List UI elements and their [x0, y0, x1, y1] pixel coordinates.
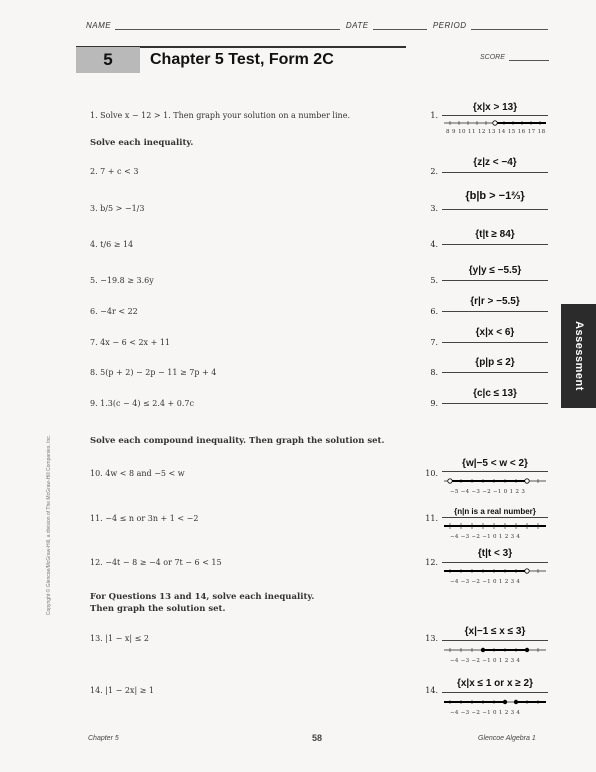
answer-number-6: 6. [430, 307, 438, 316]
number-line-10-ticks: −5 −4 −3 −2 −1 0 1 2 3 [450, 489, 526, 495]
answer-1: {x|x > 13} [472, 102, 518, 113]
answer-number-2: 2. [430, 167, 438, 176]
answer-line-10[interactable] [442, 471, 548, 472]
answer-8: {p|p ≤ 2} [475, 357, 515, 368]
chapter-number-box: 5 [76, 47, 140, 73]
number-line-14-ticks: −4 −3 −2 −1 0 1 2 3 4 [450, 710, 521, 716]
answer-10: {w|−5 < w < 2} [462, 458, 528, 469]
answer-number-1: 1. [430, 111, 438, 120]
number-line-11-ticks: −4 −3 −2 −1 0 1 2 3 4 [450, 534, 521, 540]
answer-number-7: 7. [430, 338, 438, 347]
answer-line-13[interactable] [442, 640, 548, 641]
answer-13: {x|−1 ≤ x ≤ 3} [464, 626, 526, 637]
score-label: SCORE [480, 54, 505, 61]
answer-number-11: 11. [425, 514, 438, 523]
answer-line-9[interactable] [442, 403, 548, 404]
answer-9: {c|c ≤ 13} [473, 388, 517, 399]
page-title: Chapter 5 Test, Form 2C [150, 51, 334, 68]
question-3: 3. b/5 > −1/3 [90, 204, 145, 213]
answer-line-2[interactable] [442, 172, 548, 173]
question-9: 9. 1.3(c − 4) ≤ 2.4 + 0.7c [90, 399, 195, 408]
answer-line-8[interactable] [442, 372, 548, 373]
answer-number-12: 12. [425, 558, 438, 567]
answer-12: {t|t < 3} [477, 548, 513, 559]
name-label: NAME [86, 21, 112, 30]
question-12: 12. −4t − 8 ≥ −4 or 7t − 6 < 15 [90, 558, 222, 567]
answer-number-13: 13. [425, 634, 438, 643]
score-line [480, 52, 549, 61]
question-6: 6. −4r < 22 [90, 307, 138, 316]
answer-11: {n|n is a real number} [454, 507, 536, 516]
section-q13-14-line2: Then graph the solution set. [90, 604, 226, 614]
page-number: 58 [312, 733, 323, 743]
answer-number-3: 3. [430, 204, 438, 213]
question-8: 8. 5(p + 2) − 2p − 11 ≥ 7p + 4 [90, 368, 217, 377]
copyright-notice [44, 410, 54, 640]
question-11: 11. −4 ≤ n or 3n + 1 < −2 [90, 514, 199, 523]
title-bar [76, 46, 406, 72]
date-label: DATE [345, 21, 369, 30]
answer-6: {r|r > −5.5} [470, 296, 520, 307]
footer-chapter: Chapter 5 [88, 735, 119, 742]
question-14: 14. |1 − 2x| ≥ 1 [90, 686, 155, 695]
question-4: 4. t/6 ≥ 14 [90, 240, 134, 249]
number-line-12-ticks: −4 −3 −2 −1 0 1 2 3 4 [450, 579, 521, 585]
question-10: 10. 4w < 8 and −5 < w [90, 469, 185, 478]
answer-line-5[interactable] [442, 280, 548, 281]
answer-number-8: 8. [430, 368, 438, 377]
copyright-text: Copyright © Glencoe/McGraw-Hill, a division of The McGraw-Hill Companies, Inc. [46, 434, 53, 616]
answer-2: {z|z < −4} [473, 157, 517, 168]
period-label: PERIOD [432, 21, 467, 30]
answer-line-1[interactable] [442, 115, 548, 116]
answer-number-5: 5. [430, 276, 438, 285]
answer-7: {x|x < 6} [475, 327, 515, 338]
answer-number-9: 9. [430, 399, 438, 408]
answer-number-4: 4. [430, 240, 438, 249]
answer-number-10: 10. [425, 469, 438, 478]
section-solve-each: Solve each inequality. [90, 138, 194, 148]
answer-line-7[interactable] [442, 342, 548, 343]
score-field[interactable] [509, 52, 549, 61]
answer-3: {b|b > −1⅔} [465, 190, 525, 202]
answer-line-3[interactable] [442, 209, 548, 210]
period-field[interactable] [471, 20, 548, 30]
answer-line-14[interactable] [442, 692, 548, 693]
date-field[interactable] [373, 20, 427, 30]
question-5: 5. −19.8 ≥ 3.6y [90, 276, 154, 285]
question-2: 2. 7 + c < 3 [90, 167, 139, 176]
answer-line-12[interactable] [442, 562, 548, 563]
answer-number-14: 14. [425, 686, 438, 695]
section-compound: Solve each compound inequality. Then graph the solution set. [90, 436, 385, 446]
answer-line-4[interactable] [442, 244, 548, 245]
answer-line-11[interactable] [442, 517, 548, 518]
student-info-line [86, 20, 548, 30]
question-1: 1. Solve x − 12 > 1. Then graph your solution on a number line. [90, 111, 350, 120]
number-line-13-ticks: −4 −3 −2 −1 0 1 2 3 4 [450, 658, 521, 664]
answer-line-6[interactable] [442, 311, 548, 312]
answer-14: {x|x ≤ 1 or x ≥ 2} [456, 678, 534, 689]
question-13: 13. |1 − x| ≤ 2 [90, 634, 149, 643]
question-7: 7. 4x − 6 < 2x + 11 [90, 338, 171, 347]
number-line-1-ticks: 8 9 10 11 12 13 14 15 16 17 18 [446, 129, 546, 135]
side-tab-label: Assessment [572, 321, 585, 391]
footer-book: Glencoe Algebra 1 [478, 735, 536, 742]
answer-4: {t|t ≥ 84} [475, 229, 515, 240]
name-field[interactable] [115, 20, 340, 30]
answer-5: {y|y ≤ −5.5} [468, 265, 522, 276]
section-q13-14-line1: For Questions 13 and 14, solve each inequality. [90, 592, 315, 602]
assessment-side-tab [561, 304, 596, 408]
